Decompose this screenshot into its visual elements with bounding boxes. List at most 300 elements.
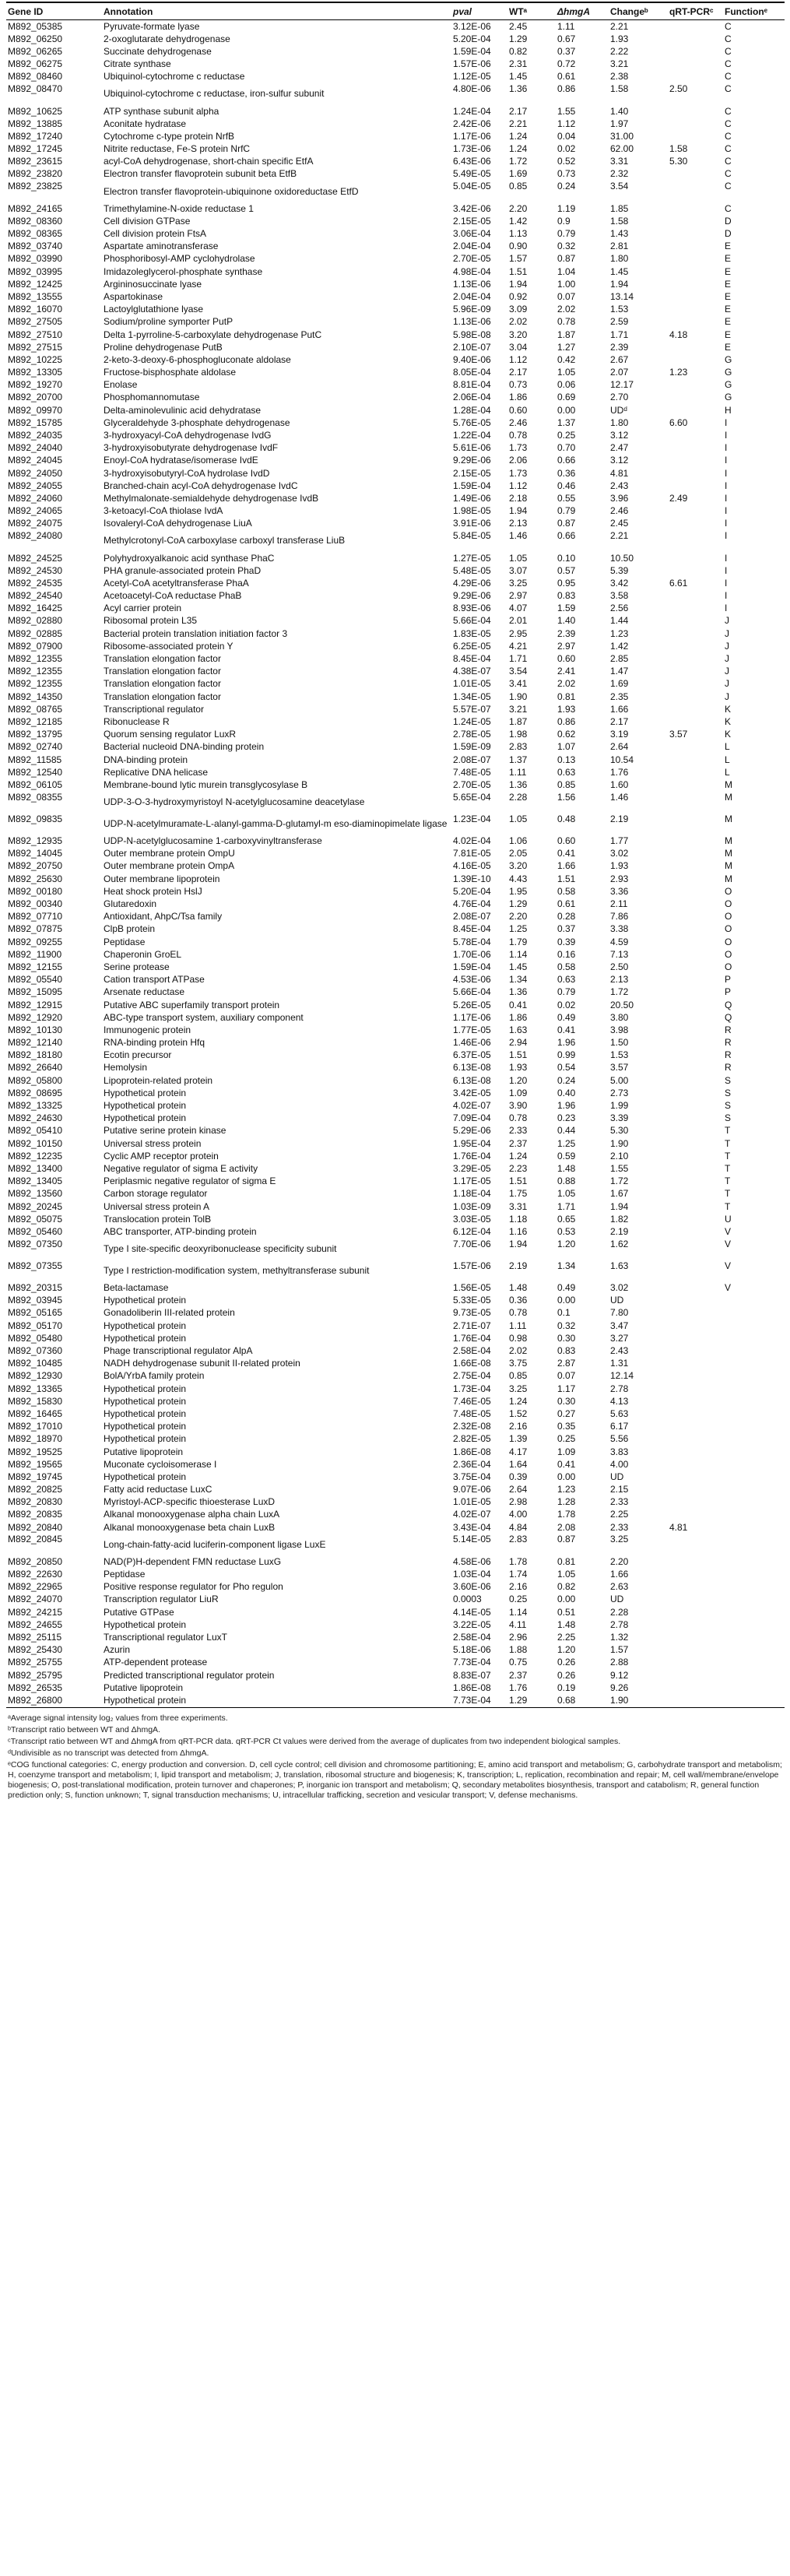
cell-change: 1.46 [610,791,629,803]
cell-hmga: 1.27 [557,342,576,353]
cell-pval: 2.58E-04 [453,1632,491,1643]
cell-pval: 5.76E-05 [453,417,491,428]
cell-gene-id: M892_06105 [8,779,63,790]
cell-annotation: Putative lipoprotein [104,1446,184,1457]
cell-gene-id: M892_24530 [8,565,63,576]
header-annotation: Annotation [104,5,153,17]
cell-change: 6.17 [610,1422,629,1432]
cell-pval: 1.24E-05 [453,716,491,727]
cell-function: E [725,266,732,277]
header-change: Changeᵇ [610,5,648,17]
cell-change: 13.14 [610,291,634,302]
table-row [6,1618,785,1631]
cell-wt: 1.37 [509,754,528,765]
cell-pval: 4.76E-04 [453,899,491,910]
cell-change: 5.30 [610,1126,629,1137]
cell-gene-id: M892_05540 [8,975,63,986]
cell-function: R [725,1024,732,1035]
cell-annotation: PHA granule-associated protein PhaD [104,565,262,576]
cell-hmga: 0.52 [557,156,576,167]
cell-change: 9.26 [610,1682,629,1693]
cell-change: 1.63 [610,1260,629,1271]
cell-function: P [725,987,732,998]
cell-annotation: Alkanal monooxygenase alpha chain LuxA [104,1509,280,1520]
cell-function: C [725,46,732,57]
cell-gene-id: M892_24070 [8,1594,63,1605]
cell-gene-id: M892_10130 [8,1024,63,1035]
cell-gene-id: M892_24060 [8,493,63,504]
cell-gene-id: M892_18180 [8,1050,63,1061]
cell-change: 1.47 [610,666,629,677]
cell-wt: 3.41 [509,679,528,690]
cell-annotation: Outer membrane protein OmpU [104,849,235,859]
cell-annotation: Acetyl-CoA acetyltransferase PhaA [104,578,249,589]
cell-change: 1.53 [610,304,629,315]
cell-function: C [725,72,732,83]
cell-change: 2.38 [610,72,629,83]
cell-pval: 1.12E-05 [453,72,491,83]
table-footnotes [6,1713,785,1801]
cell-hmga: 0.65 [557,1214,576,1225]
cell-change: 1.93 [610,33,629,44]
cell-hmga: 0.35 [557,1422,576,1432]
cell-change: 3.57 [610,1063,629,1074]
cell-change: 2.81 [610,241,629,252]
cell-function: I [725,578,728,589]
cell-hmga: 0.02 [557,144,576,155]
cell-gene-id: M892_13795 [8,729,63,740]
cell-pval: 1.17E-05 [453,1176,491,1187]
table-row [6,615,785,627]
cell-annotation: Outer membrane protein OmpA [104,861,235,872]
footnote: ᵃAverage signal intensity log₂ values from three experiments. [8,1713,228,1723]
table-row [6,666,785,678]
cell-pval: 2.32E-08 [453,1422,491,1432]
cell-hmga: 0.26 [557,1657,576,1668]
cell-wt: 1.57 [509,254,528,265]
cell-wt: 4.84 [509,1522,528,1533]
table-row [6,986,785,999]
cell-function: T [725,1163,731,1174]
cell-wt: 3.07 [509,565,528,576]
table-row [6,429,785,441]
cell-hmga: 0.85 [557,779,576,790]
table-row [6,316,785,329]
table-row [6,227,785,240]
cell-annotation: acyl-CoA dehydrogenase, short-chain specific EtfA [104,156,314,167]
cell-wt: 1.72 [509,156,528,167]
cell-annotation: Acyl carrier protein [104,603,182,614]
table-row [6,1332,785,1344]
cell-pval: 2.75E-04 [453,1371,491,1382]
cell-pval: 1.70E-06 [453,949,491,960]
cell-pval: 2.10E-07 [453,342,491,353]
cell-hmga: 0.49 [557,1283,576,1294]
cell-annotation: Imidazoleglycerol-phosphate synthase [104,266,263,277]
cell-pval: 5.14E-05 [453,1534,491,1545]
cell-gene-id: M892_09835 [8,813,63,824]
cell-hmga: 0.66 [557,529,576,541]
cell-annotation: Hypothetical protein [104,1383,187,1394]
table-row [6,492,785,504]
cell-change: 1.57 [610,1645,629,1656]
cell-change: 2.19 [610,813,629,824]
cell-gene-id: M892_18970 [8,1434,63,1445]
cell-annotation: Acetoacetyl-CoA reductase PhaB [104,591,242,602]
cell-annotation: Isovaleryl-CoA dehydrogenase LiuA [104,518,252,529]
cell-function: T [725,1138,731,1149]
table-row [6,143,785,156]
cell-pval: 1.77E-05 [453,1024,491,1035]
cell-change: 1.80 [610,417,629,428]
table-row [6,1112,785,1125]
cell-annotation: 2-oxoglutarate dehydrogenase [104,33,230,44]
cell-change: 2.20 [610,1556,629,1567]
cell-wt: 1.29 [509,33,528,44]
cell-hmga: 0.06 [557,380,576,391]
cell-pval: 8.45E-04 [453,924,491,935]
table-row [6,754,785,766]
cell-hmga: 0.95 [557,578,576,589]
cell-wt: 4.07 [509,603,528,614]
cell-gene-id: M892_08765 [8,704,63,715]
cell-hmga: 1.04 [557,266,576,277]
cell-annotation: Muconate cycloisomerase I [104,1459,217,1470]
cell-wt: 1.73 [509,468,528,479]
cell-gene-id: M892_17240 [8,131,63,142]
cell-function: O [725,912,732,923]
cell-function: G [725,367,732,378]
cell-pval: 8.93E-06 [453,603,491,614]
cell-hmga: 0.60 [557,654,576,665]
cell-change: 1.99 [610,1101,629,1112]
cell-pval: 5.65E-04 [453,791,491,803]
cell-annotation: Arsenate reductase [104,987,185,998]
cell-annotation: Hypothetical protein [104,1101,187,1112]
cell-change: 2.28 [610,1607,629,1618]
cell-hmga: 0.87 [557,1534,576,1545]
cell-change: 2.78 [610,1383,629,1394]
cell-function: I [725,518,728,529]
cell-annotation: Sodium/proline symporter PutP [104,317,233,328]
cell-hmga: 2.39 [557,628,576,639]
cell-pval: 1.39E-10 [453,873,491,884]
cell-pval: 7.48E-05 [453,767,491,778]
cell-gene-id: M892_24080 [8,529,63,541]
cell-gene-id: M892_25115 [8,1632,62,1643]
cell-function: L [725,754,730,765]
cell-hmga: 0.32 [557,1320,576,1331]
cell-function: I [725,565,728,576]
cell-annotation: Azurin [104,1645,131,1656]
table-row [6,1534,785,1555]
cell-wt: 2.96 [509,1632,528,1643]
table-row [6,1657,785,1669]
table-row [6,873,785,885]
table-row [6,1024,785,1036]
cell-change: 5.39 [610,565,629,576]
cell-gene-id: M892_08460 [8,72,63,83]
cell-wt: 1.20 [509,1075,528,1086]
cell-hmga: 1.20 [557,1238,576,1249]
cell-function: C [725,33,732,44]
cell-pval: 1.83E-05 [453,628,491,639]
cell-qrtpcr: 6.60 [669,417,688,428]
cell-wt: 0.90 [509,241,528,252]
cell-wt: 1.94 [509,279,528,290]
cell-hmga: 0.81 [557,691,576,702]
cell-wt: 1.16 [509,1226,528,1237]
cell-hmga: 0.86 [557,716,576,727]
cell-annotation: Aconitate hydratase [104,118,187,129]
cell-pval: 1.01E-05 [453,679,491,690]
cell-gene-id: M892_11585 [8,754,62,765]
cell-gene-id: M892_23820 [8,169,63,180]
cell-wt: 3.04 [509,342,528,353]
cell-wt: 2.21 [509,118,528,129]
cell-gene-id: M892_19565 [8,1459,63,1470]
cell-pval: 5.26E-05 [453,1000,491,1010]
table-row [6,1200,785,1213]
cell-pval: 7.73E-04 [453,1657,491,1668]
cell-wt: 1.24 [509,144,528,155]
cell-change: 4.13 [610,1396,629,1407]
cell-gene-id: M892_24035 [8,431,63,441]
cell-pval: 5.20E-04 [453,886,491,897]
cell-change: 3.47 [610,1320,629,1331]
cell-hmga: 0.30 [557,1396,576,1407]
cell-pval: 8.83E-07 [453,1670,491,1681]
cell-hmga: 2.02 [557,304,576,315]
cell-function: V [725,1226,732,1237]
cell-wt: 1.69 [509,169,528,180]
cell-pval: 5.33E-05 [453,1295,491,1306]
header-qrtpcr: qRT-PCRᶜ [669,5,714,17]
cell-gene-id: M892_22630 [8,1569,63,1580]
cell-hmga: 0.24 [557,181,576,192]
table-body [6,20,785,1707]
cell-change: 3.83 [610,1446,629,1457]
cell-change: 2.43 [610,480,629,491]
cell-function: I [725,480,728,491]
cell-gene-id: M892_19525 [8,1446,63,1457]
cell-change: 1.50 [610,1038,629,1049]
cell-hmga: 1.48 [557,1163,576,1174]
cell-pval: 1.59E-04 [453,480,491,491]
cell-hmga: 1.17 [557,1383,576,1394]
cell-pval: 2.42E-06 [453,118,491,129]
cell-function: E [725,317,732,328]
table-row [6,1176,785,1188]
cell-hmga: 0.99 [557,1050,576,1061]
cell-change: 1.67 [610,1189,629,1200]
table-row [6,961,785,973]
cell-annotation: Type I site-specific deoxyribonuclease specificity subunit [104,1244,337,1254]
table-row [6,898,785,910]
cell-annotation: Glyceraldehyde 3-phosphate dehydrogenase [104,417,290,428]
cell-function: K [725,716,732,727]
cell-qrtpcr [668,530,723,531]
cell-annotation: Transcriptional regulator [104,704,204,715]
cell-function: C [725,21,732,32]
cell-wt: 0.75 [509,1657,528,1668]
table-row [6,1644,785,1657]
cell-function: I [725,553,728,564]
cell-function: C [725,106,732,117]
cell-pval: 1.03E-09 [453,1201,491,1212]
table-row [6,1011,785,1024]
cell-hmga: 0.26 [557,1670,576,1681]
table-row [6,715,785,728]
cell-gene-id: M892_07355 [8,1260,63,1271]
cell-function: K [725,729,732,740]
cell-annotation: Pyruvate-formate lyase [104,21,200,32]
cell-gene-id: M892_08470 [8,83,63,94]
table-row [6,552,785,564]
cell-pval: 5.18E-06 [453,1645,491,1656]
cell-pval: 6.25E-05 [453,641,491,652]
cell-function: G [725,392,732,403]
cell-function: L [725,742,730,753]
cell-annotation: Cell division GTPase [104,216,191,227]
cell-wt: 1.51 [509,1050,528,1061]
cell-wt: 1.12 [509,480,528,491]
table-row [6,215,785,227]
cell-hmga: 0.73 [557,169,576,180]
cell-change: 1.44 [610,616,629,627]
table-row [6,518,785,530]
cell-annotation: 2-keto-3-deoxy-6-phosphogluconate aldolase [104,354,291,365]
cell-annotation: Citrate synthase [104,59,171,70]
cell-hmga: 0.19 [557,1682,576,1693]
cell-annotation: Proline dehydrogenase PutB [104,342,223,353]
cell-hmga: 0.83 [557,591,576,602]
cell-change: 2.50 [610,961,629,972]
table-row [6,341,785,353]
cell-pval: 1.98E-05 [453,506,491,517]
table-row [6,118,785,130]
cell-wt: 2.02 [509,317,528,328]
cell-annotation: Hypothetical protein [104,1695,187,1706]
cell-wt: 3.31 [509,1201,528,1212]
cell-wt: 0.98 [509,1333,528,1344]
cell-pval: 7.70E-06 [453,1238,491,1249]
cell-function: J [725,666,729,677]
cell-wt: 1.75 [509,1189,528,1200]
table-row [6,792,785,814]
cell-gene-id: M892_12185 [8,716,63,727]
table-bottom-rule [6,1707,785,1708]
cell-pval: 1.23E-04 [453,813,491,824]
cell-change: 1.93 [610,861,629,872]
cell-hmga: 0.41 [557,849,576,859]
cell-pval: 4.02E-07 [453,1509,491,1520]
table-header [6,3,785,19]
cell-hmga: 0.39 [557,937,576,947]
table-row [6,58,785,71]
cell-qrtpcr [668,1260,723,1261]
cell-annotation: Hemolysin [104,1063,148,1074]
cell-pval: 5.66E-04 [453,616,491,627]
table-row [6,1395,785,1407]
cell-hmga: 0.86 [557,83,576,94]
cell-change: 2.21 [610,21,629,32]
cell-pval: 5.57E-07 [453,704,491,715]
table-row [6,455,785,467]
cell-wt: 2.17 [509,367,528,378]
cell-hmga: 1.34 [557,1260,576,1271]
table-row [6,1407,785,1420]
table-row [6,1282,785,1295]
cell-function: J [725,654,729,665]
cell-gene-id: M892_12920 [8,1012,63,1023]
cell-wt: 1.78 [509,1556,528,1567]
cell-change: 2.39 [610,342,629,353]
cell-gene-id: M892_27515 [8,342,63,353]
cell-hmga: 0.9 [557,216,571,227]
cell-wt: 0.41 [509,1000,528,1010]
cell-pval: 2.08E-07 [453,912,491,923]
cell-wt: 0.78 [509,1308,528,1319]
table-row [6,530,785,552]
cell-pval: 3.22E-05 [453,1619,491,1630]
cell-annotation: Carbon storage regulator [104,1189,208,1200]
cell-hmga: 1.12 [557,118,576,129]
cell-wt: 3.09 [509,304,528,315]
cell-wt: 1.42 [509,216,528,227]
cell-change: 2.21 [610,529,629,541]
cell-pval: 1.27E-05 [453,553,491,564]
cell-hmga: 0.61 [557,899,576,910]
cell-function: I [725,431,728,441]
table-row [6,1260,785,1282]
cell-gene-id: M892_08695 [8,1088,63,1098]
cell-function: V [725,1283,732,1294]
cell-wt: 2.23 [509,1163,528,1174]
table-row [6,741,785,754]
cell-gene-id: M892_00180 [8,886,63,897]
cell-hmga: 0.28 [557,912,576,923]
cell-gene-id: M892_05075 [8,1214,63,1225]
cell-hmga: 0.53 [557,1226,576,1237]
cell-wt: 2.16 [509,1582,528,1593]
cell-gene-id: M892_25630 [8,873,63,884]
cell-wt: 1.52 [509,1408,528,1419]
cell-gene-id: M892_13405 [8,1176,63,1187]
cell-hmga: 1.19 [557,203,576,214]
cell-hmga: 0.60 [557,836,576,847]
cell-gene-id: M892_13305 [8,367,63,378]
cell-gene-id: M892_08360 [8,216,63,227]
cell-function: V [725,1238,732,1249]
cell-function: T [725,1151,731,1161]
cell-pval: 5.48E-05 [453,565,491,576]
cell-hmga: 0.00 [557,1295,576,1306]
cell-gene-id: M892_12155 [8,961,63,972]
cell-change: 2.46 [610,506,629,517]
cell-wt: 1.94 [509,506,528,517]
cell-gene-id: M892_05410 [8,1126,63,1137]
cell-hmga: 1.96 [557,1038,576,1049]
cell-change: 3.39 [610,1113,629,1124]
cell-change: 12.17 [610,380,634,391]
cell-change: 1.82 [610,1214,629,1225]
cell-wt: 1.11 [509,1320,527,1331]
cell-gene-id: M892_12140 [8,1038,63,1049]
cell-function: G [725,354,732,365]
cell-annotation: Periplasmic negative regulator of sigma E [104,1176,276,1187]
table-row [6,848,785,860]
